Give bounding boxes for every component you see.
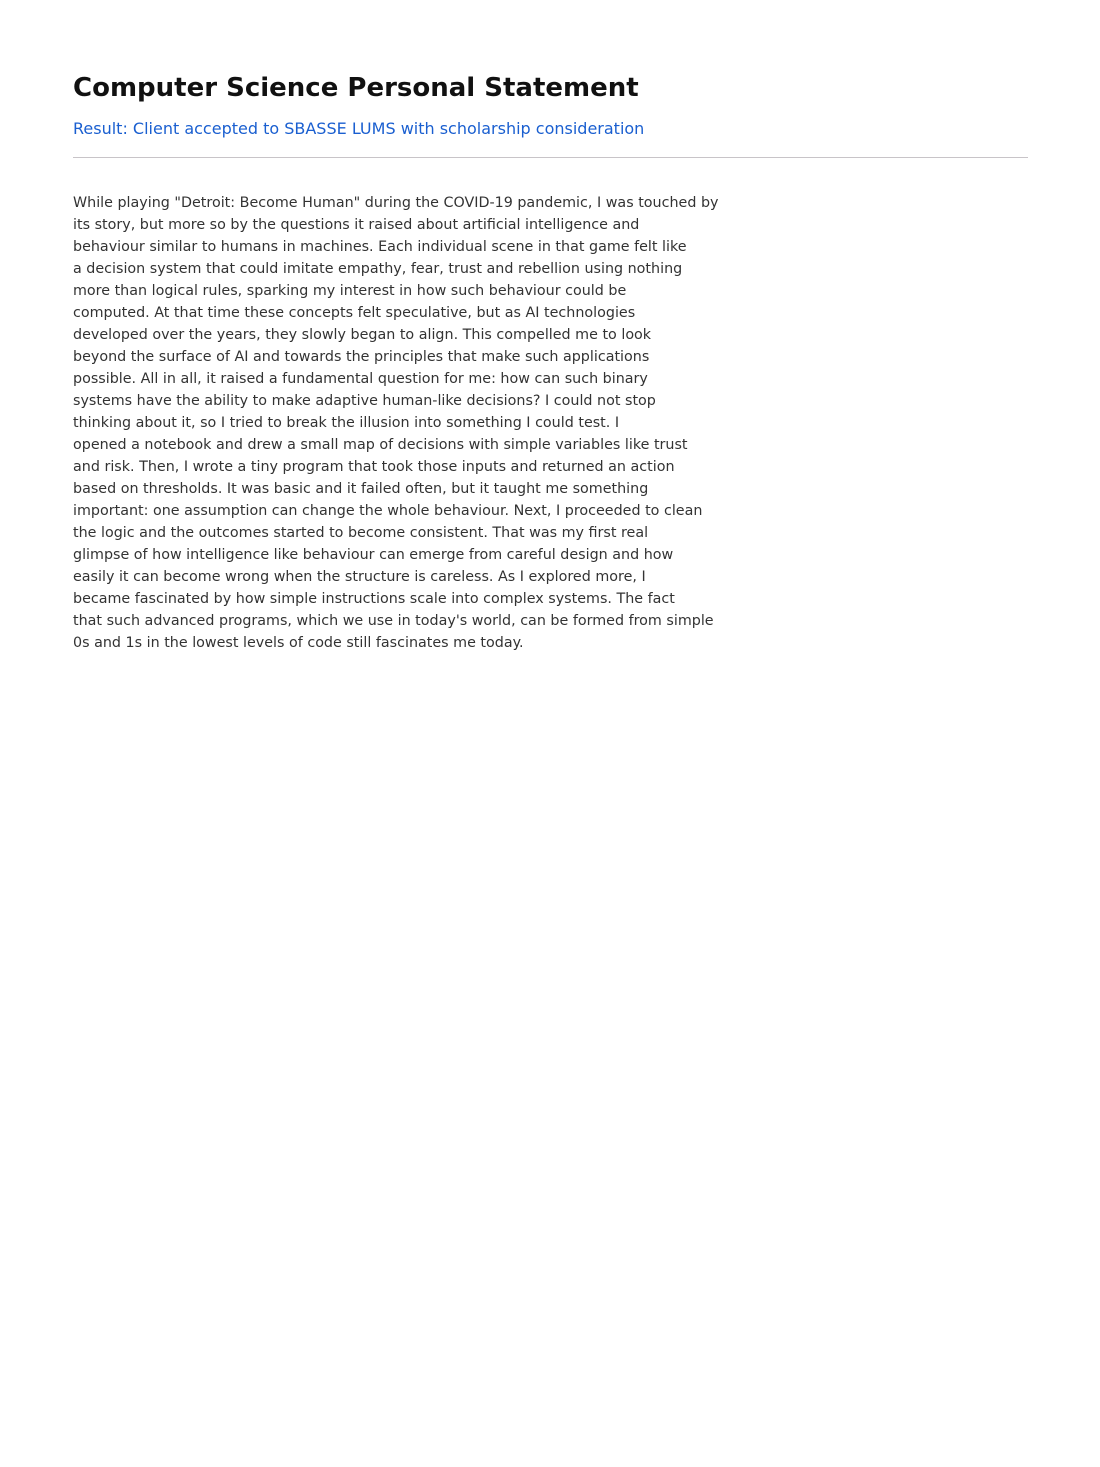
statement-line: its story, but more so by the questions it raised about artificial intelligence and: [73, 217, 640, 233]
statement-line: computed. At that time these concepts felt speculative, but as AI technologies: [73, 305, 636, 321]
statement-line: opened a notebook and drew a small map of decisions with simple variables like trust: [73, 437, 688, 453]
result-subtitle: Result: Client accepted to SBASSE LUMS with scholarship consideration: [73, 119, 645, 138]
statement-line: based on thresholds. It was basic and it failed often, but it taught me something: [73, 481, 649, 497]
statement-line: possible. All in all, it raised a fundamental question for me: how can such binary: [73, 371, 648, 387]
statement-line: important: one assumption can change the whole behaviour. Next, I proceeded to clean: [73, 503, 703, 519]
statement-line: behaviour similar to humans in machines. Each individual scene in that game felt like: [73, 239, 687, 255]
statement-line: thinking about it, so I tried to break the illusion into something I could test. I: [73, 415, 620, 431]
statement-line: a decision system that could imitate empathy, fear, trust and rebellion using nothing: [73, 261, 683, 277]
statement-line: While playing "Detroit: Become Human" during the COVID-19 pandemic, I was touched by: [73, 195, 719, 211]
statement-line: 0s and 1s in the lowest levels of code still fascinates me today.: [73, 635, 524, 651]
statement-line: became fascinated by how simple instructions scale into complex systems. The fact: [73, 591, 675, 607]
statement-line: and risk. Then, I wrote a tiny program that took those inputs and returned an action: [73, 459, 675, 475]
statement-line: glimpse of how intelligence like behaviour can emerge from careful design and how: [73, 547, 674, 563]
statement-body: [73, 192, 1028, 654]
statement-line: beyond the surface of AI and towards the principles that make such applications: [73, 349, 650, 365]
statement-line: more than logical rules, sparking my interest in how such behaviour could be: [73, 283, 627, 299]
page-title: Computer Science Personal Statement: [73, 73, 639, 103]
statement-line: that such advanced programs, which we use in today's world, can be formed from simple: [73, 613, 714, 629]
statement-line: developed over the years, they slowly began to align. This compelled me to look: [73, 327, 652, 343]
statement-line: systems have the ability to make adaptive human-like decisions? I could not stop: [73, 393, 656, 409]
statement-line: easily it can become wrong when the structure is careless. As I explored more, I: [73, 569, 646, 585]
divider: [73, 157, 1028, 158]
document: [73, 70, 1028, 654]
statement-line: the logic and the outcomes started to become consistent. That was my first real: [73, 525, 649, 541]
